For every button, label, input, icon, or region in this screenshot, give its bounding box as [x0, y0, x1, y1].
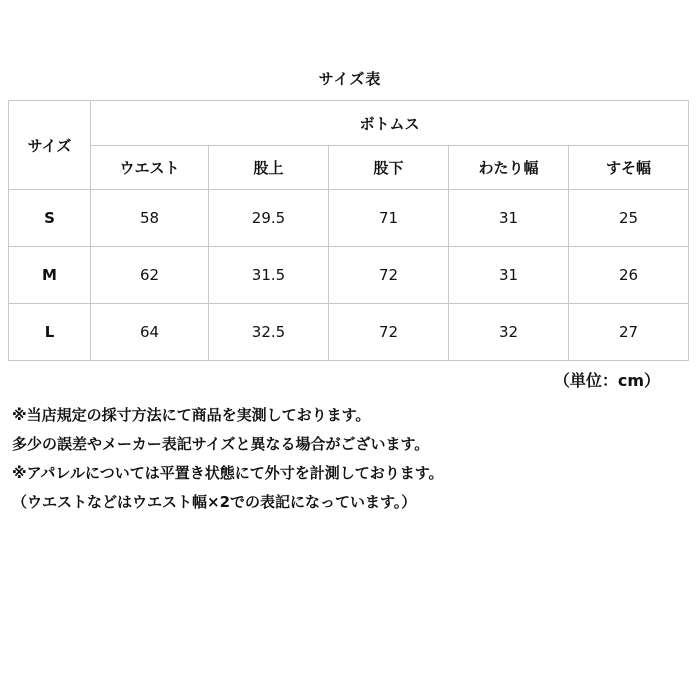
size-column-header: サイズ	[9, 101, 91, 190]
table-cell: 31	[449, 190, 569, 247]
note-line: ※アパレルについては平置き状態にて外寸を計測しております。	[12, 464, 444, 482]
table-row	[9, 247, 689, 304]
table-cell: 62	[91, 247, 209, 304]
table-cell: 32.5	[209, 304, 329, 361]
size-label: M	[9, 247, 91, 304]
table-cell: 32	[449, 304, 569, 361]
table-cell: 71	[329, 190, 449, 247]
notes	[12, 401, 692, 517]
note-line: 多少の誤差やメーカー表記サイズと異なる場合がございます。	[12, 435, 430, 453]
table-row	[9, 190, 689, 247]
note-line: （ウエストなどはウエスト幅×2での表記になっています。）	[12, 493, 417, 511]
column-header-row	[9, 146, 689, 190]
table-header-row	[9, 101, 689, 146]
size-table	[8, 100, 689, 361]
note-line: ※当店規定の採寸方法にて商品を実測しております。	[12, 406, 371, 424]
unit-label: （単位：cm）	[553, 371, 660, 390]
table-cell: 25	[569, 190, 689, 247]
table-cell: 64	[91, 304, 209, 361]
table-row	[9, 304, 689, 361]
bottoms-group-header: ボトムス	[91, 101, 689, 146]
table-cell: 26	[569, 247, 689, 304]
table-cell: 72	[329, 247, 449, 304]
table-cell: 31.5	[209, 247, 329, 304]
size-label: L	[9, 304, 91, 361]
table-cell: 31	[449, 247, 569, 304]
table-cell: 27	[569, 304, 689, 361]
column-header-rise: 股上	[209, 146, 329, 190]
table-cell: 29.5	[209, 190, 329, 247]
table-cell: 72	[329, 304, 449, 361]
column-header-waist: ウエスト	[91, 146, 209, 190]
column-header-hem-width: すそ幅	[569, 146, 689, 190]
page-title: サイズ表	[318, 70, 382, 88]
table-cell: 58	[91, 190, 209, 247]
column-header-inseam: 股下	[329, 146, 449, 190]
column-header-thigh-width: わたり幅	[449, 146, 569, 190]
size-label: S	[9, 190, 91, 247]
